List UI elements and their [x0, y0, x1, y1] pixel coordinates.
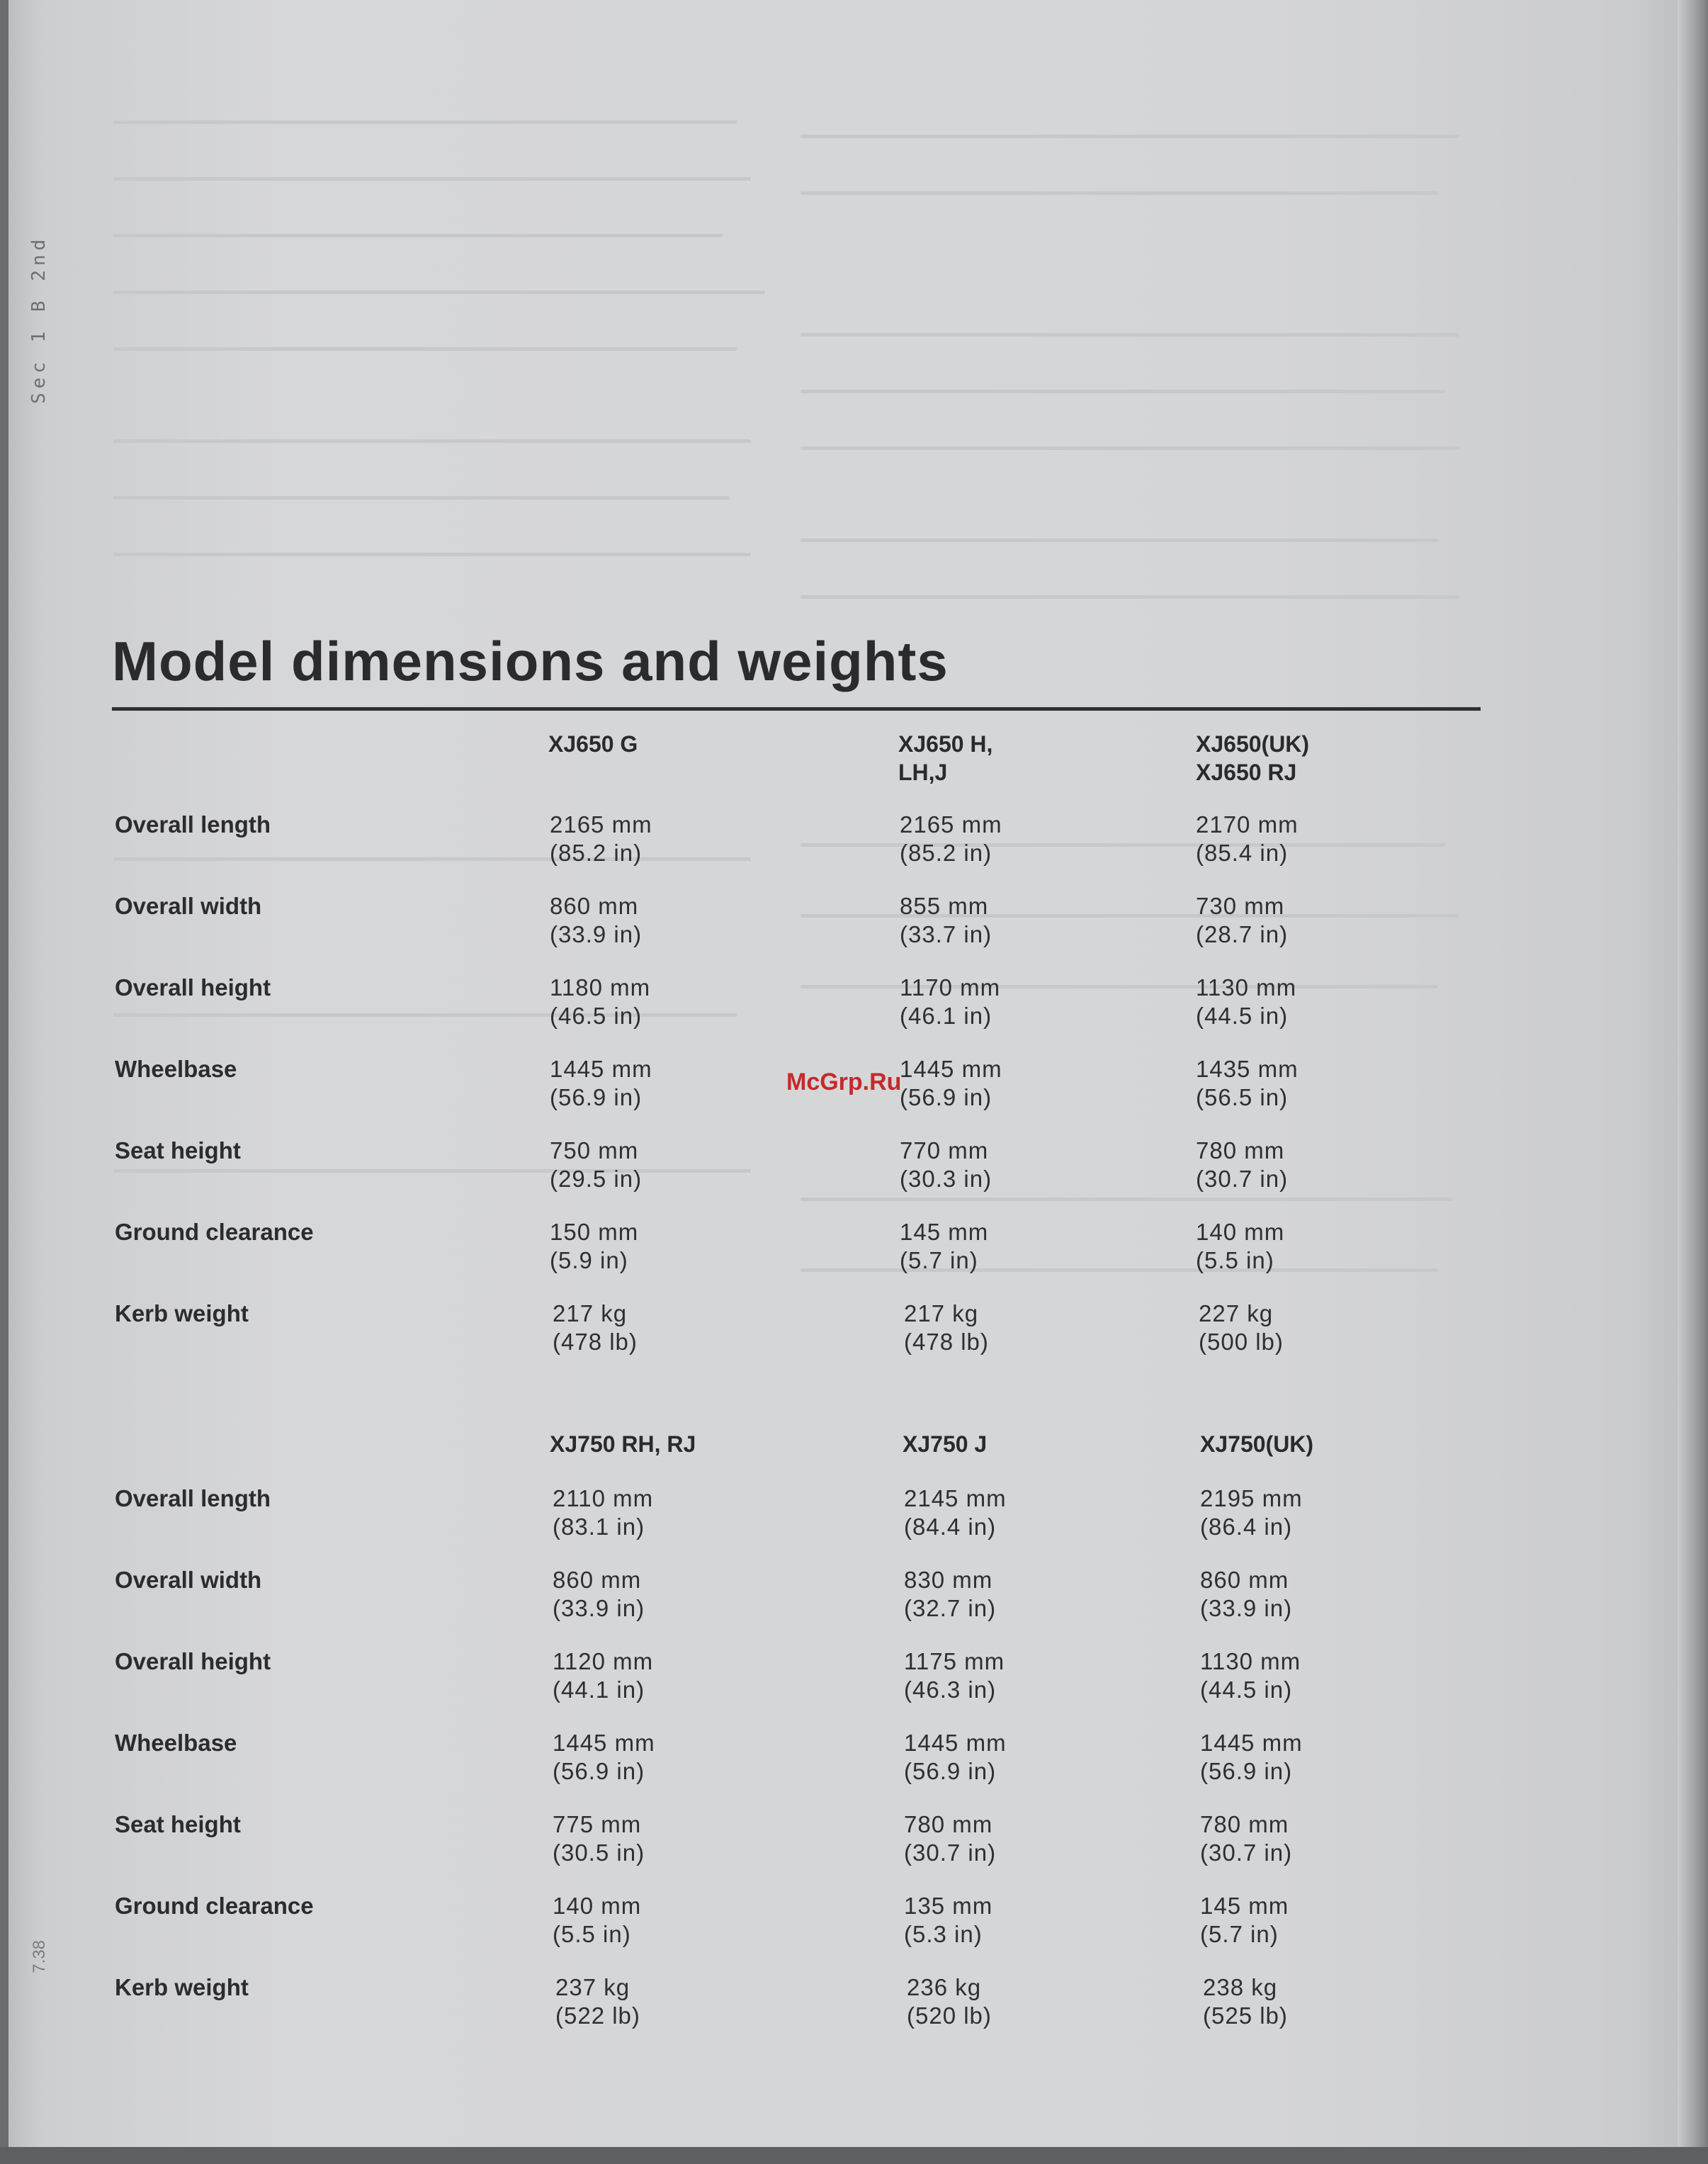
table-cell: 780 mm (30.7 in) — [904, 1811, 997, 1866]
table-cell: 140 mm (5.5 in) — [1196, 1219, 1285, 1273]
table-cell: 1175 mm (46.3 in) — [904, 1648, 1005, 1703]
table-cell: 135 mm (5.3 in) — [904, 1893, 993, 1947]
row-label: Overall length — [115, 1485, 271, 1511]
row-label: Overall width — [115, 893, 262, 919]
row-label: Seat height — [115, 1137, 241, 1163]
row-label: Overall height — [115, 1648, 271, 1674]
table-cell: 2165 mm (85.2 in) — [900, 811, 1002, 866]
table-cell: 2165 mm (85.2 in) — [550, 811, 652, 866]
row-label: Wheelbase — [115, 1730, 237, 1756]
table-cell: 780 mm (30.7 in) — [1200, 1811, 1293, 1866]
table-cell: 830 mm (32.7 in) — [904, 1567, 997, 1621]
table-cell: 1120 mm (44.1 in) — [553, 1648, 654, 1703]
row-label: Ground clearance — [115, 1893, 314, 1919]
table-cell: 238 kg (525 lb) — [1203, 1974, 1288, 2029]
table-cell: 1170 mm (46.1 in) — [900, 974, 1001, 1029]
table-cell: 1130 mm (44.5 in) — [1196, 974, 1297, 1029]
table-cell: 1445 mm (56.9 in) — [900, 1056, 1002, 1110]
column-header: XJ650 G — [548, 731, 638, 757]
table-cell: 1445 mm (56.9 in) — [550, 1056, 652, 1110]
table-cell: 1445 mm (56.9 in) — [1200, 1730, 1303, 1784]
table-cell: 1130 mm (44.5 in) — [1200, 1648, 1301, 1703]
page-number: 7.38 — [30, 1940, 49, 1973]
table-cell: 855 mm (33.7 in) — [900, 893, 992, 947]
table-cell: 145 mm (5.7 in) — [1200, 1893, 1289, 1947]
row-label: Kerb weight — [115, 1300, 249, 1326]
table-cell: 237 kg (522 lb) — [555, 1974, 640, 2029]
column-header: XJ750(UK) — [1200, 1431, 1314, 1457]
page-spine-shadow — [0, 0, 9, 2164]
table-cell: 2110 mm (83.1 in) — [553, 1485, 654, 1540]
table-cell: 2195 mm (86.4 in) — [1200, 1485, 1303, 1540]
title-rule — [112, 707, 1481, 711]
table-cell: 2170 mm (85.4 in) — [1196, 811, 1299, 866]
page-edge-shadow — [1678, 0, 1708, 2164]
table-cell: 140 mm (5.5 in) — [553, 1893, 642, 1947]
table-cell: 750 mm (29.5 in) — [550, 1137, 643, 1192]
column-header: XJ750 RH, RJ — [550, 1431, 696, 1457]
table-cell: 860 mm (33.9 in) — [550, 893, 643, 947]
row-label: Ground clearance — [115, 1219, 314, 1245]
table-cell: 236 kg (520 lb) — [907, 1974, 992, 2029]
row-label: Overall length — [115, 811, 271, 838]
table-cell: 2145 mm (84.4 in) — [904, 1485, 1007, 1540]
table-cell: 227 kg (500 lb) — [1199, 1300, 1284, 1355]
table-cell: 1435 mm (56.5 in) — [1196, 1056, 1299, 1110]
column-header: XJ650 H, LH,J — [898, 731, 993, 785]
row-label: Seat height — [115, 1811, 241, 1837]
table-cell: 860 mm (33.9 in) — [553, 1567, 645, 1621]
column-header: XJ750 J — [903, 1431, 988, 1457]
page-title: Model dimensions and weights — [112, 630, 949, 692]
row-label: Wheelbase — [115, 1056, 237, 1082]
table-cell: 217 kg (478 lb) — [553, 1300, 638, 1355]
side-print-mark: Sec 1 B 2nd — [28, 235, 50, 404]
table-cell: 150 mm (5.9 in) — [550, 1219, 639, 1273]
table-cell: 775 mm (30.5 in) — [553, 1811, 645, 1866]
column-header: XJ650(UK) XJ650 RJ — [1196, 731, 1310, 785]
table-cell: 1445 mm (56.9 in) — [553, 1730, 655, 1784]
table-cell: 770 mm (30.3 in) — [900, 1137, 992, 1192]
table-cell: 1180 mm (46.5 in) — [550, 974, 651, 1029]
table-cell: 217 kg (478 lb) — [904, 1300, 989, 1355]
row-label: Overall width — [115, 1567, 262, 1593]
row-label: Overall height — [115, 974, 271, 1001]
table-cell: 860 mm (33.9 in) — [1200, 1567, 1293, 1621]
table-cell: 780 mm (30.7 in) — [1196, 1137, 1289, 1192]
row-label: Kerb weight — [115, 1974, 249, 2000]
table-cell: 730 mm (28.7 in) — [1196, 893, 1289, 947]
page-bottom-shadow — [0, 2147, 1708, 2164]
watermark-link[interactable]: McGrp.Ru — [786, 1069, 902, 1095]
table-cell: 145 mm (5.7 in) — [900, 1219, 989, 1273]
table-cell: 1445 mm (56.9 in) — [904, 1730, 1007, 1784]
